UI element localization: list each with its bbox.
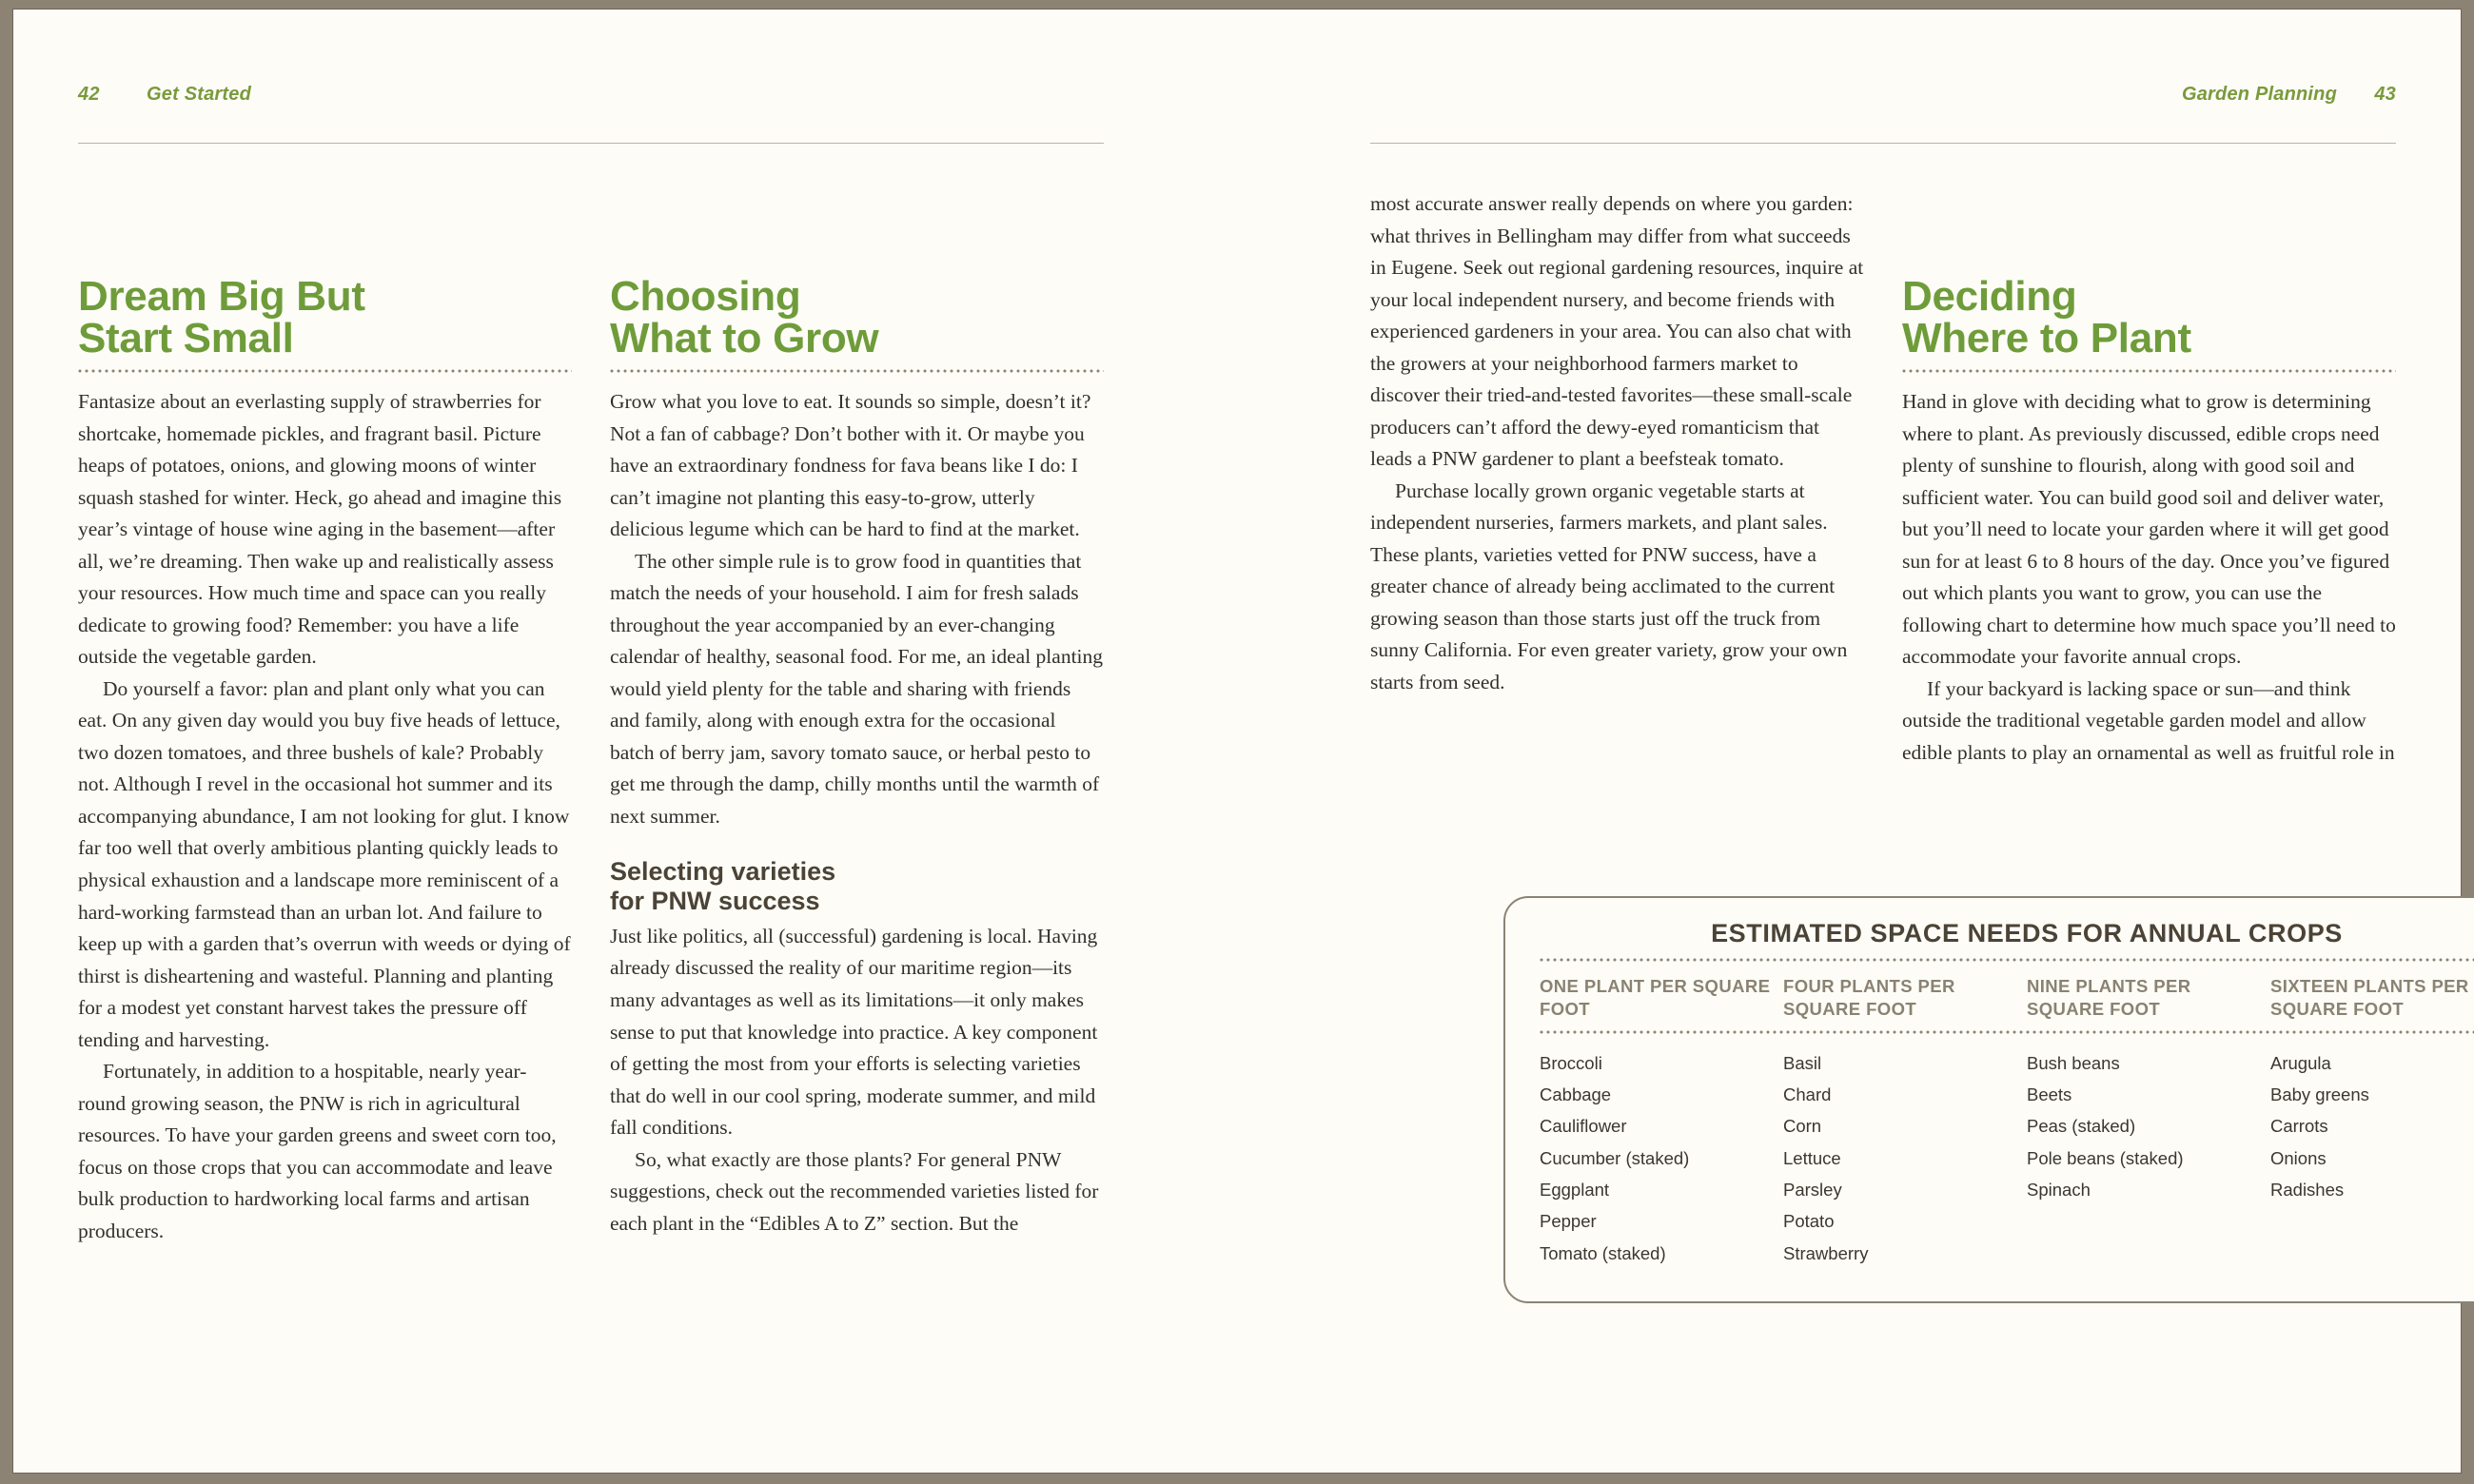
sidebar-column-header: NINE PLANTS PER SQUARE FOOT [2027, 976, 2191, 1019]
left-column-1 [78, 273, 572, 1247]
sidebar-lists [1540, 1047, 2474, 1269]
paragraph: Do yourself a favor: plan and plant only what you can eat. On any given day would you buy five heads of lettuce, two dozen tomatoes, and three bushels of kale? Probably not. Although I revel in the occasional hot summer and its accompanying abundance, I am not looking for glut. I know far too well that overly ambitious planting quickly leads to physical exhaustion and a landscape more reminiscent of a hard-working farmstead than an urban lot. And failure to keep up with a garden that’s overrun with weeds or dying of thirst is disheartening and wasteful. Planning and planting for a modest yet constant harvest takes the pressure off tending and harvesting. [78, 676, 571, 1051]
sidebar-space-needs-box [1503, 896, 2474, 1303]
list-item: Cucumber (staked) [1540, 1147, 1690, 1168]
left-columns [78, 273, 1104, 1247]
paragraph: Hand in glove with deciding what to grow is determining where to plant. As previously discussed, edible crops need plenty of sunshine to flourish, along with good soil and sufficient water. You can build good soil and deliver water, but you’ll need to locate your garden where it will get good sun for at least 6 to 8 hours of the day. Once you’ve figured out which plants you want to grow, you can use the following chart to determine how much space you’ll need to accommodate your favorite annual crops. [1902, 390, 2396, 669]
list-item: Peas (staked) [2027, 1116, 2136, 1137]
right-column-2 [1902, 273, 2396, 769]
list-item: Tomato (staked) [1540, 1242, 1666, 1263]
list-item: Chard [1783, 1084, 1832, 1104]
right-page [1237, 10, 2469, 1473]
left-column-2 [610, 273, 1104, 1247]
sidebar-column-header: FOUR PLANTS PER SQUARE FOOT [1783, 976, 1955, 1019]
right-running-head: Garden Planning [2181, 84, 2337, 105]
heading-line-1: Deciding [1902, 273, 2077, 320]
paragraph: The other simple rule is to grow food in quantities that match the needs of your household. I aim for fresh salads throughout the year accompanied by an ever-changing calendar of healthy, seasonal food. For me, an ideal planting would yield plenty for the table and sharing with friends and family, along with enough extra for the occasional batch of berry jam, savory tomato sauce, or herbal pesto to get me through the damp, chilly months until the warmth of next summer. [610, 549, 1104, 828]
list-item: Cabbage [1540, 1084, 1612, 1104]
paragraph: Fantasize about an everlasting supply of strawberries for shortcake, homemade pickles, and fragrant basil. Picture heaps of potatoes, onions, and glowing moons of winter squash stashed for winter. Heck, go ahead and imagine this year’s vintage of house wine aging in the basement—after all, we’re dreaming. Then wake up and realistically assess your resources. How much time and space can you really dedicate to growing food? Remember: you have a life outside the vegetable garden. [78, 390, 562, 669]
sidebar-list-four-plants [1783, 1047, 2027, 1269]
subheading-line-1: Selecting varieties [610, 857, 836, 887]
heading-line-2: Start Small [78, 315, 294, 361]
list-item: Onions [2270, 1147, 2327, 1168]
sidebar-list-nine-plants [2027, 1047, 2270, 1269]
list-item: Carrots [2270, 1116, 2328, 1137]
heading-deciding-where-to-plant [1902, 273, 2396, 361]
paragraph: Just like politics, all (successful) gardening is local. Having already discussed the reality of our maritime region—its many advantages as well as its limitations—it only makes sense to put that knowledge into practice. A key component of getting the most from your efforts is selecting varieties that do well in our cool spring, moderate summer, and mild fall conditions. [610, 924, 1098, 1140]
list-item: Baby greens [2270, 1084, 2369, 1104]
list-item: Spinach [2027, 1179, 2091, 1200]
left-running-head: Get Started [147, 84, 252, 105]
list-item: Pepper [1540, 1211, 1597, 1232]
list-item: Parsley [1783, 1179, 1842, 1200]
paragraph: If your backyard is lacking space or sun—and think outside the traditional vegetable garden model and allow edible plants to play an ornamental as well as fruitful role in [1902, 676, 2395, 764]
sidebar-column-header: SIXTEEN PLANTS PER SQUARE FOOT [2270, 976, 2469, 1019]
list-item: Pole beans (staked) [2027, 1147, 2184, 1168]
sidebar-list-sixteen-plants [2270, 1047, 2474, 1269]
subheading-selecting-varieties [610, 857, 1104, 914]
right-page-folio: 43 [2374, 84, 2396, 105]
list-item: Potato [1783, 1211, 1835, 1232]
list-item: Arugula [2270, 1052, 2331, 1073]
list-item: Eggplant [1540, 1179, 1610, 1200]
book-spread [13, 10, 2469, 1473]
sidebar-dotted-rule-top [1540, 958, 2474, 962]
left-page-folio: 42 [78, 84, 100, 105]
right-columns [1370, 192, 2396, 769]
list-item: Corn [1783, 1116, 1822, 1137]
sidebar-column-header: ONE PLANT PER SQUARE FOOT [1540, 976, 1771, 1019]
list-item: Broccoli [1540, 1052, 1602, 1073]
sidebar-title: ESTIMATED SPACE NEEDS FOR ANNUAL CROPS [1711, 919, 2343, 947]
sidebar-list-one-plant [1540, 1047, 1783, 1269]
left-page [13, 10, 1237, 1473]
heading-line-2: Where to Plant [1902, 315, 2191, 361]
right-column-1 [1370, 192, 1864, 769]
right-header-rule [1370, 143, 2396, 144]
paragraph: Grow what you love to eat. It sounds so simple, doesn’t it? Not a fan of cabbage? Don’t bother with it. Or maybe you have an extraordinary fondness for fava beans like I do: I can’t imagine not planting this easy-to-grow, utterly delicious legume which can be hard to find at the market. [610, 390, 1091, 541]
dotted-rule [610, 369, 1104, 373]
dotted-rule [1902, 369, 2396, 373]
list-item: Beets [2027, 1084, 2072, 1104]
heading-dream-big [78, 273, 572, 361]
list-item: Radishes [2270, 1179, 2345, 1200]
left-header-rule [78, 143, 1104, 144]
heading-line-1: Choosing [610, 273, 801, 320]
sidebar-dotted-rule-bottom [1540, 1030, 2474, 1034]
paragraph: So, what exactly are those plants? For general PNW suggestions, check out the recommended varieties listed for each plant in the “Edibles A to Z” section. But the [610, 1147, 1099, 1235]
list-item: Basil [1783, 1052, 1822, 1073]
heading-line-2: What to Grow [610, 315, 879, 361]
subheading-line-2: for PNW success [610, 886, 820, 915]
list-item: Lettuce [1783, 1147, 1841, 1168]
sidebar-column-headers [1540, 975, 2474, 1023]
list-item: Strawberry [1783, 1242, 1869, 1263]
list-item: Bush beans [2027, 1052, 2120, 1073]
paragraph: Purchase locally grown organic vegetable starts at independent nurseries, farmers markets, and plant sales. These plants, varieties vetted for PNW success, have a greater chance of already being acclimated to the current growing season than those starts just off the truck from sunny California. For even greater variety, grow your own starts from seed. [1370, 478, 1848, 693]
paragraph: Fortunately, in addition to a hospitable, nearly year-round growing season, the PNW is rich in agricultural resources. To have your garden greens and sweet corn too, focus on those crops that you can accommodate and leave bulk production to hardworking local farms and artisan producers. [78, 1060, 557, 1242]
list-item: Cauliflower [1540, 1116, 1627, 1137]
paragraph: most accurate answer really depends on where you garden: what thrives in Bellingham may differ from what succeeds in Eugene. Seek out regional gardening resources, inquire at your local independent nursery, and become friends with experienced gardeners in your area. You can also chat with the growers at your neighborhood farmers market to discover their tried-and-tested favorites—these small-scale producers can’t afford the dewy-eyed romanticism that leads a PNW gardener to plant a beefsteak tomato. [1370, 192, 1864, 471]
heading-choosing-what-to-grow [610, 273, 1104, 361]
heading-line-1: Dream Big But [78, 273, 365, 320]
dotted-rule [78, 369, 572, 373]
